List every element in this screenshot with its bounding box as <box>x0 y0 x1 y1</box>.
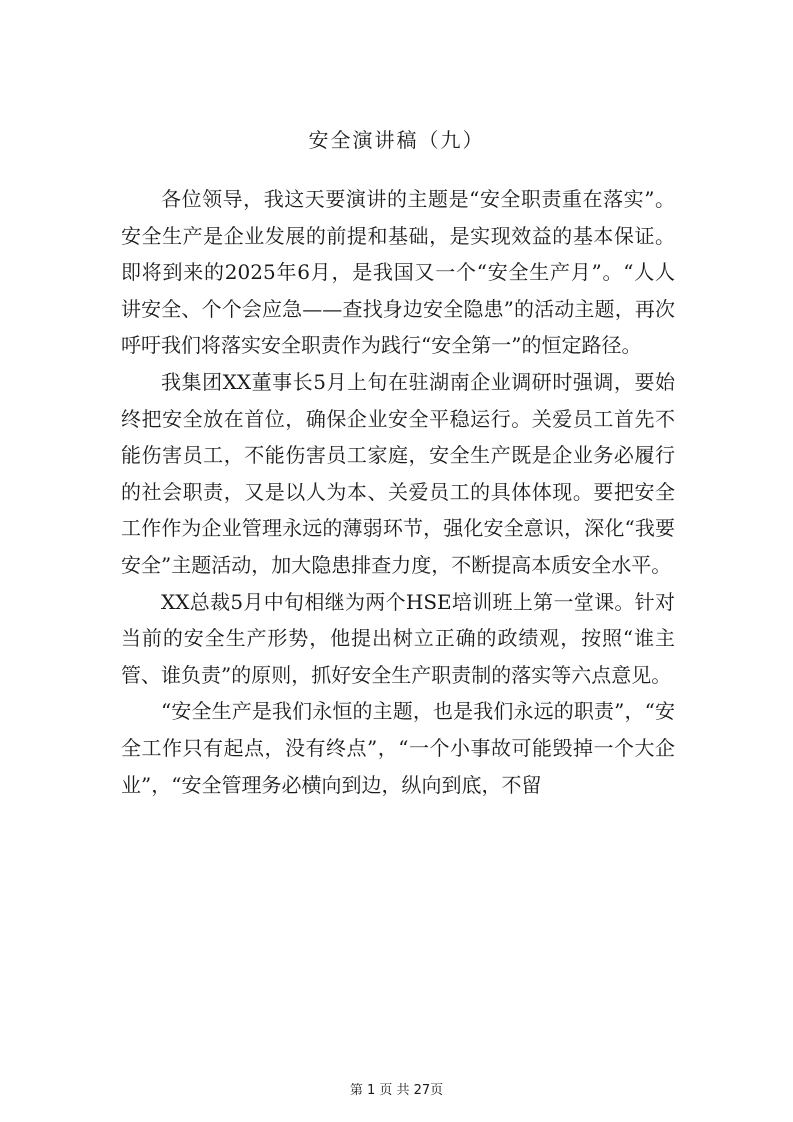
paragraph: XX总裁5月中旬相继为两个HSE培训班上第一堂课。针对当前的安全生产形势，他提出树立正确的政绩观，按照“谁主管、谁负责”的原则，抓好安全生产职责制的落实等六点意见。 <box>121 589 675 687</box>
page-number-footer: 第 1 页 共 27页 <box>349 1083 444 1098</box>
paragraph: 我集团XX董事长5月上旬在驻湖南企业调研时强调，要始终把安全放在首位，确保企业安全平稳运行。关爱员工首先不能伤害员工，不能伤害员工家庭，安全生产既是企业务必履行的社会职责，又是以人为本、关爱员工的具体体现。要把安全工作作为企业管理永远的薄弱环节，强化安全意识，深化“我要安全”主题活动，加大隐患排查力度，不断提高本质安全水平。 <box>121 369 675 577</box>
paragraph: 各位领导，我这天要演讲的主题是“安全职责重在落实”。安全生产是企业发展的前提和基础，是实现效益的基本保证。即将到来的2025年6月，是我国又一个“安全生产月”。“人人讲安全、个个会应急——查找身边安全隐患”的活动主题，再次呼吁我们将落实安全职责作为践行“安全第一”的恒定路径。 <box>121 187 675 358</box>
document-title: 安全演讲稿（九） <box>308 128 485 152</box>
document-body <box>121 181 675 803</box>
paragraph: “安全生产是我们永恒的主题，也是我们永远的职责”，“安全工作只有起点，没有终点”，“一个小事故可能毁掉一个大企业”，“安全管理务必横向到边，纵向到底，不留 <box>121 699 675 797</box>
